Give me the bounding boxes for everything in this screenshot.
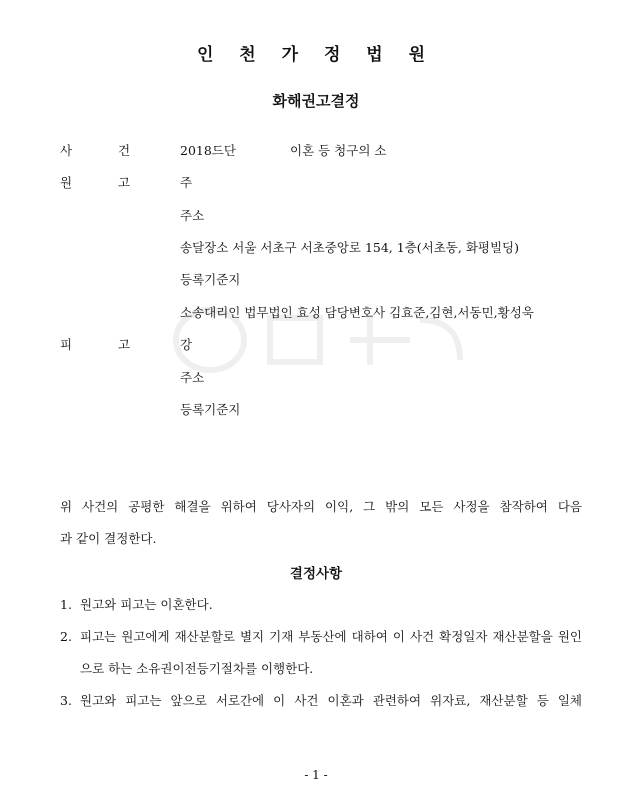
section-title: 결정사항 — [289, 566, 343, 582]
plaintiff-label-char1: 원 — [60, 175, 73, 190]
item-text: 피고는 원고에게 재산분할로 별지 기재 부동산에 대하여 이 사건 확정일자 재산분할을 원인으로 하는 소유권이전등기절차를 이행한다. — [80, 629, 582, 676]
intro-line-2: 과 같이 결정한다. — [60, 531, 157, 546]
defendant-registered-base: 등록기준지 — [180, 402, 241, 417]
plaintiff-registered-base: 등록기준지 — [180, 272, 241, 287]
court-name: 인 천 가 정 법 원 — [196, 45, 436, 65]
plaintiff-name: 주 — [180, 175, 193, 190]
item-number: 1. — [60, 597, 72, 612]
item-text: 원고와 피고는 이혼한다. — [80, 597, 213, 612]
decision-item — [60, 685, 582, 717]
case-number: 2018드단 — [180, 143, 236, 158]
case-label-char2: 건 — [118, 143, 131, 158]
item-number: 3. — [60, 693, 72, 708]
case-name: 이혼 등 청구의 소 — [290, 143, 387, 158]
decision-item — [60, 589, 582, 621]
plaintiff-service-address: 송달장소 서울 서초구 서초중앙로 154, 1층(서초동, 화평빌딩) — [180, 240, 520, 255]
item-number: 2. — [60, 629, 72, 644]
defendant-name: 강 — [180, 337, 193, 352]
item-text: 원고와 피고는 앞으로 서로간에 이 사건 이혼과 관련하여 위자료, 재산분할 등 일체 — [80, 693, 582, 708]
defendant-label-char1: 피 — [60, 337, 73, 352]
page-number: - 1 - — [304, 768, 328, 782]
plaintiff-label-char2: 고 — [118, 175, 131, 190]
decision-item — [60, 621, 582, 685]
plaintiff-attorney: 소송대리인 법무법인 효성 담당변호사 김효준,김현,서동민,황성욱 — [180, 305, 534, 320]
defendant-address: 주소 — [180, 370, 205, 385]
defendant-label-char2: 고 — [118, 337, 131, 352]
case-label-char1: 사 — [60, 143, 73, 158]
plaintiff-address: 주소 — [180, 208, 205, 223]
document-title: 화해권고결정 — [272, 92, 360, 110]
intro-line-1: 위 사건의 공평한 해결을 위하여 당사자의 이익, 그 밖의 모든 사정을 참작하여 다음 — [60, 499, 582, 514]
